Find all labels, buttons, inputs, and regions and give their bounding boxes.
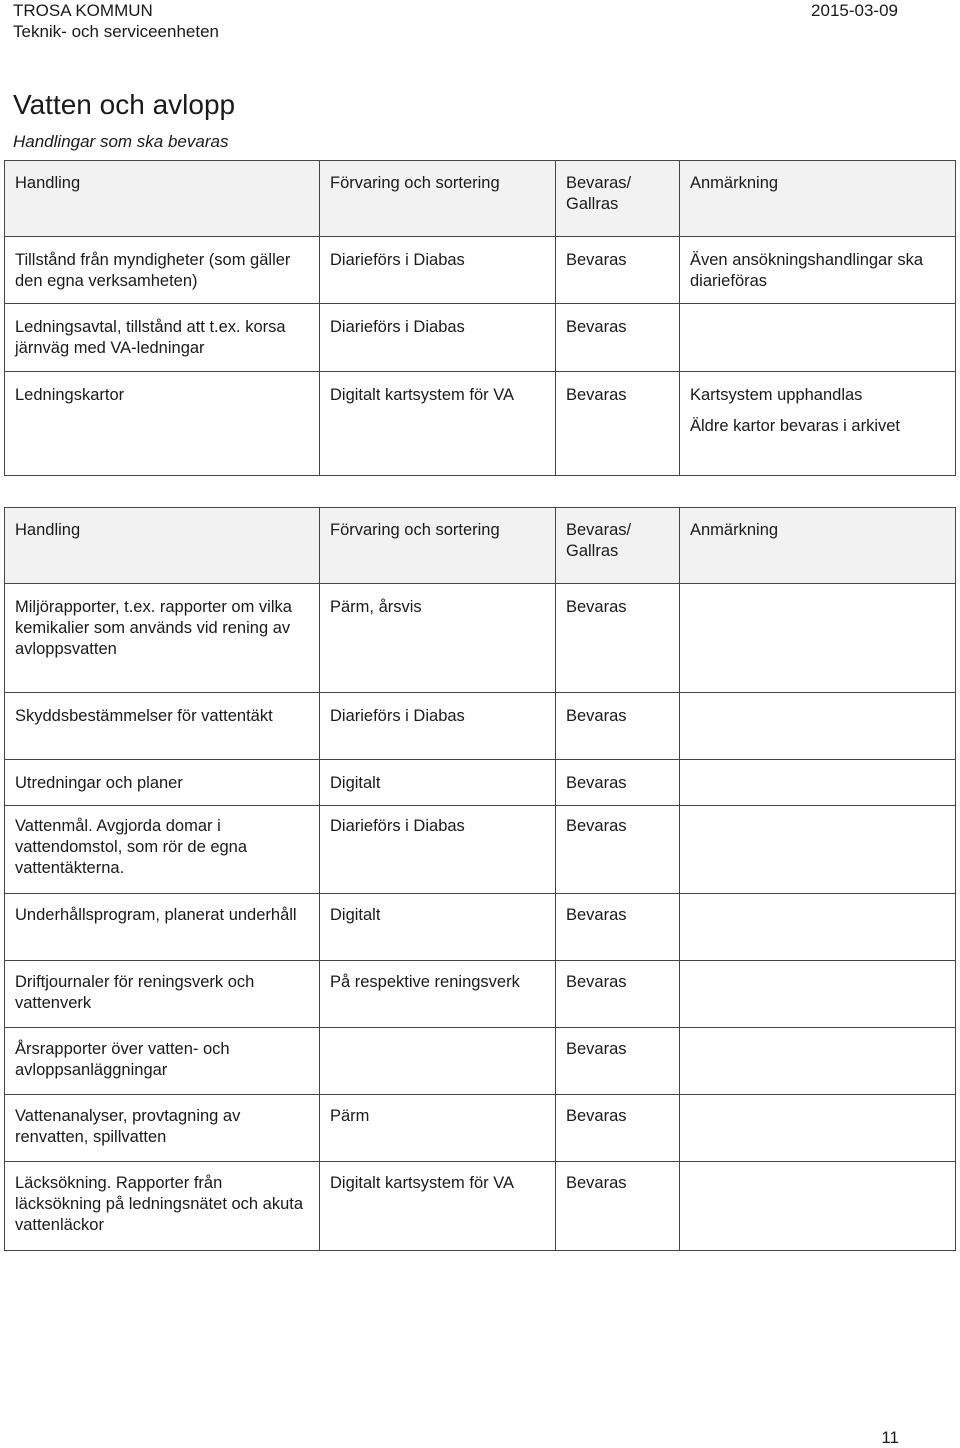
page-header-left [13,0,219,42]
cell-bevaras: Bevaras [566,1107,627,1125]
cell-anmarkning [680,961,955,972]
col-header-handling: Handling [15,174,81,192]
cell-anmarkning [680,894,955,905]
col-header-forvaring: Förvaring och sortering [330,174,500,192]
table-row [5,584,956,693]
cell-forvaring: Diarieförs i Diabas [330,318,465,336]
cell-forvaring: Digitalt [330,774,381,792]
page-title: Vatten och avlopp [13,89,236,120]
cell-bevaras: Bevaras [566,707,627,725]
cell-bevaras: Bevaras [566,251,627,269]
cell-anmarkning-note: Äldre kartor bevaras i arkivet [690,417,900,435]
cell-handling: Läcksökning. Rapporter från läcksökning på ledningsnätet och akuta vattenläckor [15,1174,304,1234]
cell-bevaras: Bevaras [566,598,627,616]
cell-forvaring: Digitalt kartsystem för VA [330,1174,514,1192]
cell-anmarkning [680,1162,955,1173]
cell-bevaras: Bevaras [566,318,627,336]
department-name: Teknik- och serviceenheten [13,22,220,41]
cell-handling: Vattenmål. Avgjorda domar i vattendomstol, som rör de egna vattentäkterna. [15,817,248,877]
col-header-handling: Handling [15,521,81,539]
org-name: TROSA KOMMUN [13,1,153,20]
cell-bevaras: Bevaras [566,817,627,835]
table-row [5,237,956,304]
table-row [5,372,956,476]
cell-anmarkning [680,693,955,706]
cell-handling: Tillstånd från myndigheter (som gäller den egna verksamheten) [15,251,291,290]
col-header-anmarkning: Anmärkning [690,174,779,192]
table-row [5,894,956,961]
cell-handling: Årsrapporter över vatten- och avloppsanläggningar [15,1040,230,1079]
table-row [5,760,956,806]
table-header-row [5,508,956,584]
cell-handling: Underhållsprogram, planerat underhåll [15,906,297,924]
cell-forvaring: Diarieförs i Diabas [330,251,465,269]
page-subtitle: Handlingar som ska bevaras [13,132,229,151]
table-row [5,1028,956,1095]
cell-forvaring: Digitalt kartsystem för VA [330,386,514,404]
table-row [5,806,956,894]
cell-handling: Vattenanalyser, provtagning av renvatten, spillvatten [15,1107,241,1146]
cell-anmarkning: Kartsystem upphandlas [690,386,863,404]
cell-forvaring: På respektive reningsverk [330,973,520,991]
table-row [5,693,956,760]
cell-anmarkning [680,1095,955,1106]
header-date: 2015-03-09 [811,1,898,20]
cell-handling: Ledningsavtal, tillstånd att t.ex. korsa järnväg med VA-ledningar [15,318,286,357]
table-row [5,304,956,372]
cell-handling: Ledningskartor [15,386,125,404]
cell-anmarkning [680,584,955,597]
cell-anmarkning: Även ansökningshandlingar ska diarieföras [690,251,923,290]
col-header-forvaring: Förvaring och sortering [330,521,500,539]
page-number: 11 [881,1428,899,1447]
col-header-anmarkning: Anmärkning [690,521,779,539]
cell-forvaring: Diarieförs i Diabas [330,707,465,725]
cell-bevaras: Bevaras [566,906,627,924]
cell-forvaring [320,1028,555,1039]
col-header-bevaras: Bevaras/ Gallras [566,174,632,213]
cell-anmarkning [680,760,955,773]
table-row [5,1095,956,1162]
cell-anmarkning [680,806,955,816]
cell-bevaras: Bevaras [566,973,627,991]
table-header-row [5,161,956,237]
table-row [5,1162,956,1251]
cell-forvaring: Pärm [330,1107,370,1125]
cell-handling: Miljörapporter, t.ex. rapporter om vilka kemikalier som används vid rening av avloppsvatten [15,598,292,658]
cell-forvaring: Digitalt [330,906,381,924]
cell-forvaring: Diarieförs i Diabas [330,817,465,835]
cell-anmarkning-group [680,372,955,437]
cell-bevaras: Bevaras [566,386,627,404]
cell-bevaras: Bevaras [566,1174,627,1192]
col-header-bevaras: Bevaras/ Gallras [566,521,632,560]
cell-forvaring: Pärm, årsvis [330,598,422,616]
cell-handling: Skyddsbestämmelser för vattentäkt [15,707,273,725]
cell-anmarkning [680,1028,955,1039]
records-table-1 [4,160,956,476]
cell-bevaras: Bevaras [566,1040,627,1058]
cell-handling: Driftjournaler för reningsverk och vattenverk [15,973,255,1012]
cell-handling: Utredningar och planer [15,774,183,792]
cell-bevaras: Bevaras [566,774,627,792]
records-table-2 [4,507,956,1251]
cell-anmarkning [680,304,955,317]
table-row [5,961,956,1028]
